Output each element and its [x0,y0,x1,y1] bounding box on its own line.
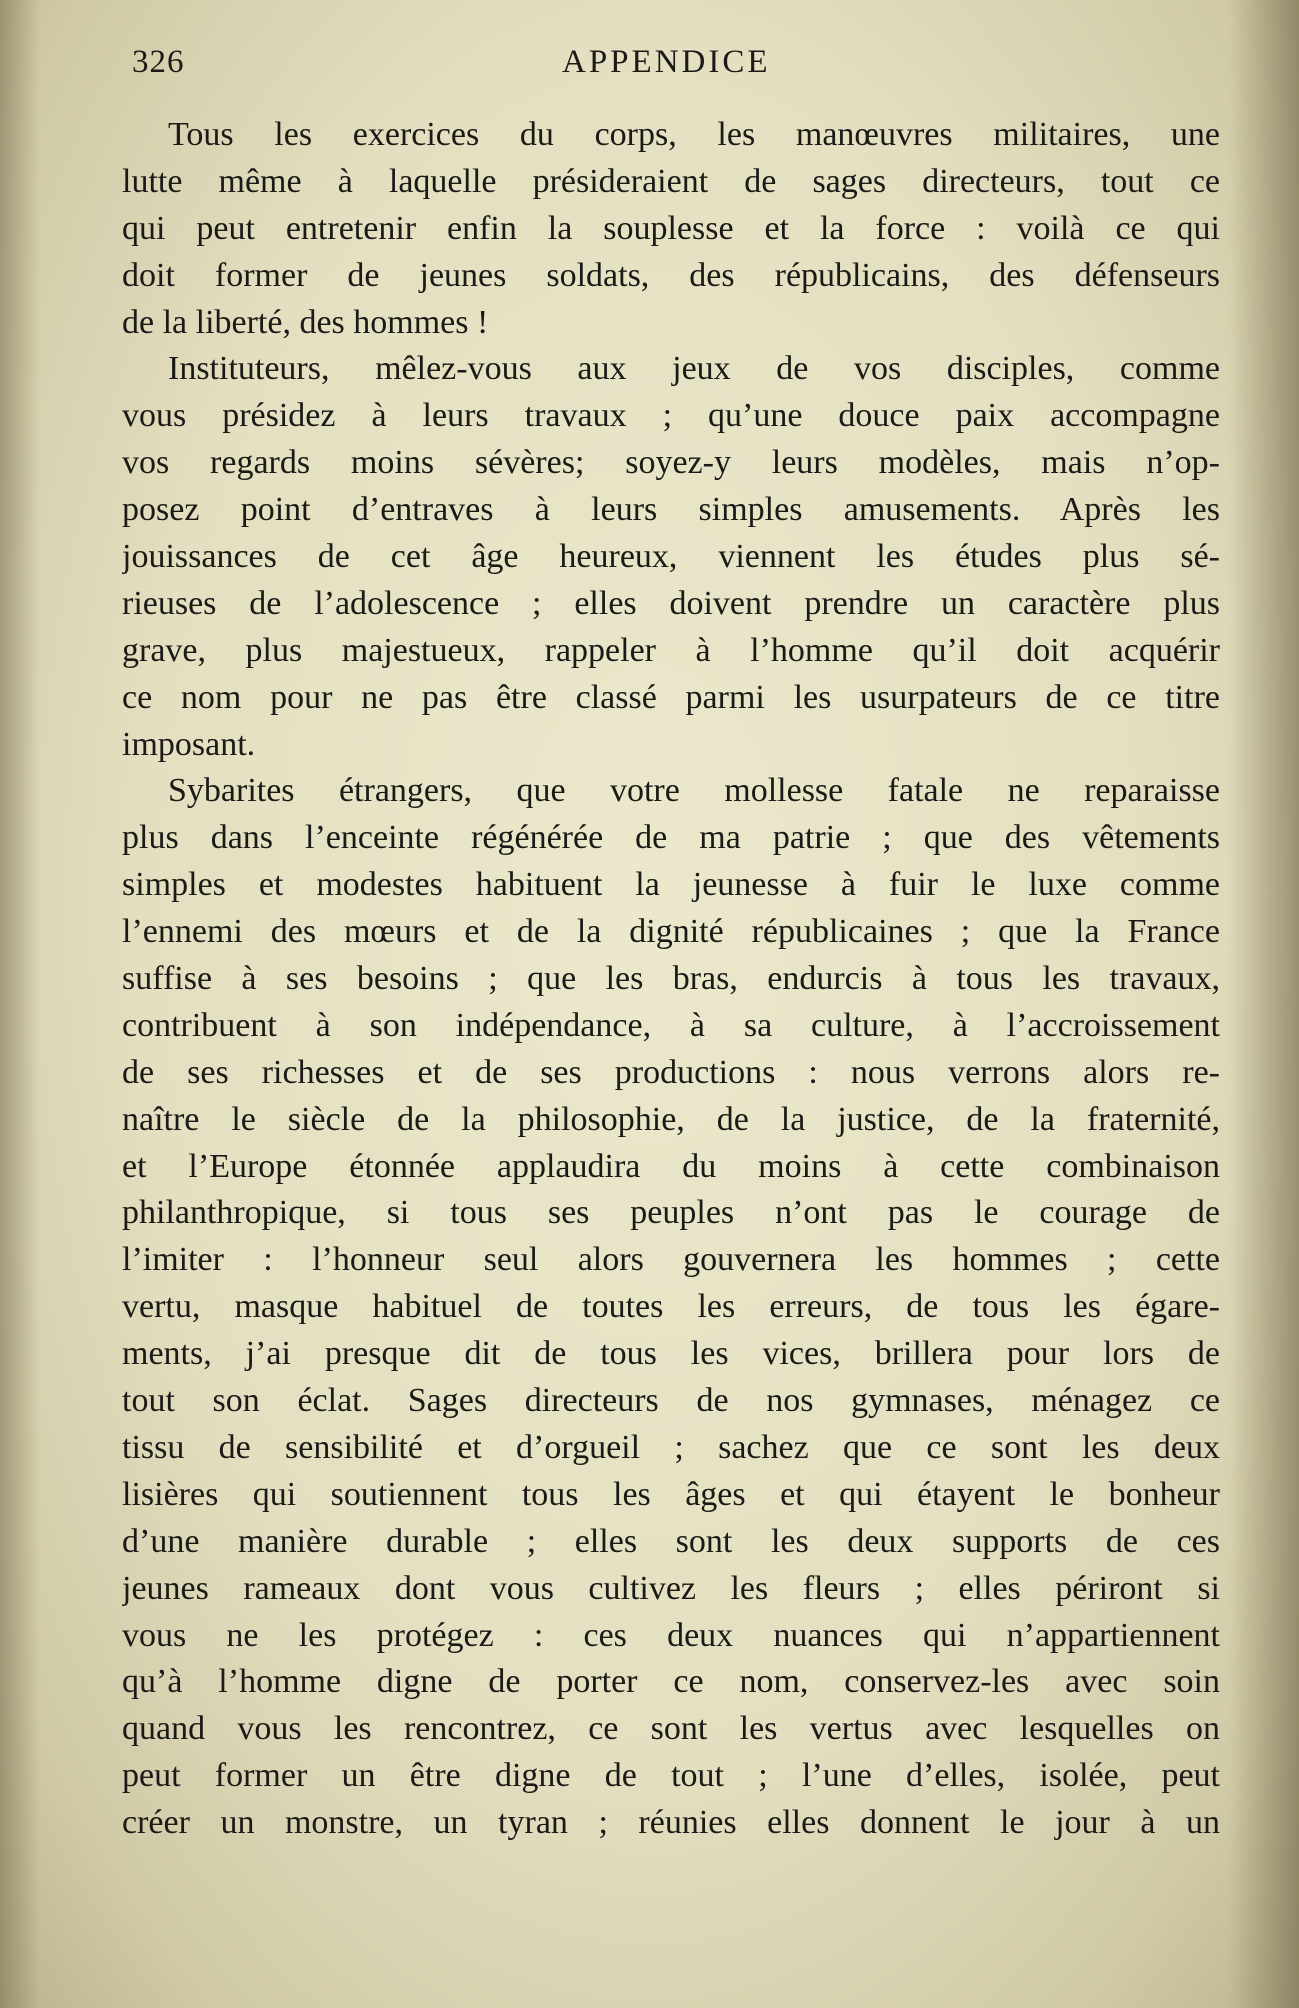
text-line: qui peut entretenir enfin la souplesse et la force : voilà ce qui [122,209,1220,247]
text-line: et l’Europe étonnée applaudira du moins à cette combinaison [122,1147,1220,1185]
text-line: Tous les exercices du corps, les manœuvres militaires, une [168,116,1220,153]
text-line: lisières qui soutiennent tous les âges et qui étayent le bonheur [122,1475,1220,1513]
text-line: ce nom pour ne pas être classé parmi les usurpateurs de ce titre [122,678,1220,716]
text-line: simples et modestes habituent la jeunesse à fuir le luxe comme [122,866,1220,904]
text-line: imposant. [122,725,256,763]
text-line: jeunes rameaux dont vous cultivez les fleurs ; elles périront si [122,1569,1220,1607]
running-head [132,44,1202,88]
text-line: vertu, masque habituel de toutes les erreurs, de tous les égare- [122,1288,1220,1326]
text-line: qu’à l’homme digne de porter ce nom, conservez-les avec soin [122,1663,1220,1701]
running-title: APPENDICE [562,44,771,80]
text-line: tissu de sensibilité et d’orgueil ; sachez que ce sont les deux [122,1428,1220,1466]
text-line: philanthropique, si tous ses peuples n’ont pas le courage de [122,1194,1220,1232]
page-number: 326 [132,44,185,80]
text-line: peut former un être digne de tout ; l’une d’elles, isolée, peut [122,1757,1220,1795]
text-line: de la liberté, des hommes ! [122,303,489,341]
text-line: suffise à ses besoins ; que les bras, endurcis à tous les travaux, [122,960,1220,998]
text-line: vos regards moins sévères; soyez-y leurs modèles, mais n’op- [122,444,1220,482]
text-line: naître le siècle de la philosophie, de la justice, de la fraternité, [122,1100,1220,1138]
text-line: tout son éclat. Sages directeurs de nos gymnases, ménagez ce [122,1382,1220,1420]
text-line: grave, plus majestueux, rappeler à l’homme qu’il doit acquérir [122,631,1220,669]
text-line: doit former de jeunes soldats, des républicains, des défenseurs [122,256,1220,294]
text-line: posez point d’entraves à leurs simples amusements. Après les [122,491,1220,529]
text-line: contribuent à son indépendance, à sa culture, à l’accroissement [122,1006,1220,1044]
text-line: ments, j’ai presque dit de tous les vices, brillera pour lors de [122,1335,1220,1373]
text-line: l’ennemi des mœurs et de la dignité républicaines ; que la France [122,913,1220,951]
text-line: plus dans l’enceinte régénérée de ma patrie ; que des vêtements [122,819,1220,857]
text-line: l’imiter : l’honneur seul alors gouvernera les hommes ; cette [122,1241,1220,1279]
text-line: jouissances de cet âge heureux, viennent les études plus sé- [122,538,1220,576]
text-line: de ses richesses et de ses productions : nous verrons alors re- [122,1053,1220,1091]
text-line: Sybarites étrangers, que votre mollesse fatale ne reparaisse [168,772,1220,810]
text-line: vous ne les protégez : ces deux nuances qui n’appartiennent [122,1616,1220,1654]
text-line: créer un monstre, un tyran ; réunies elles donnent le jour à un [122,1804,1220,1842]
text-line: lutte même à laquelle présideraient de sages directeurs, tout ce [122,162,1220,200]
body-text [122,112,1220,1847]
text-line: d’une manière durable ; elles sont les deux supports de ces [122,1522,1220,1560]
text-line: vous présidez à leurs travaux ; qu’une douce paix accompagne [122,397,1220,435]
text-line: quand vous les rencontrez, ce sont les vertus avec lesquelles on [122,1710,1220,1748]
text-line: Instituteurs, mêlez-vous aux jeux de vos disciples, comme [168,350,1220,388]
text-line: rieuses de l’adolescence ; elles doivent prendre un caractère plus [122,584,1220,622]
